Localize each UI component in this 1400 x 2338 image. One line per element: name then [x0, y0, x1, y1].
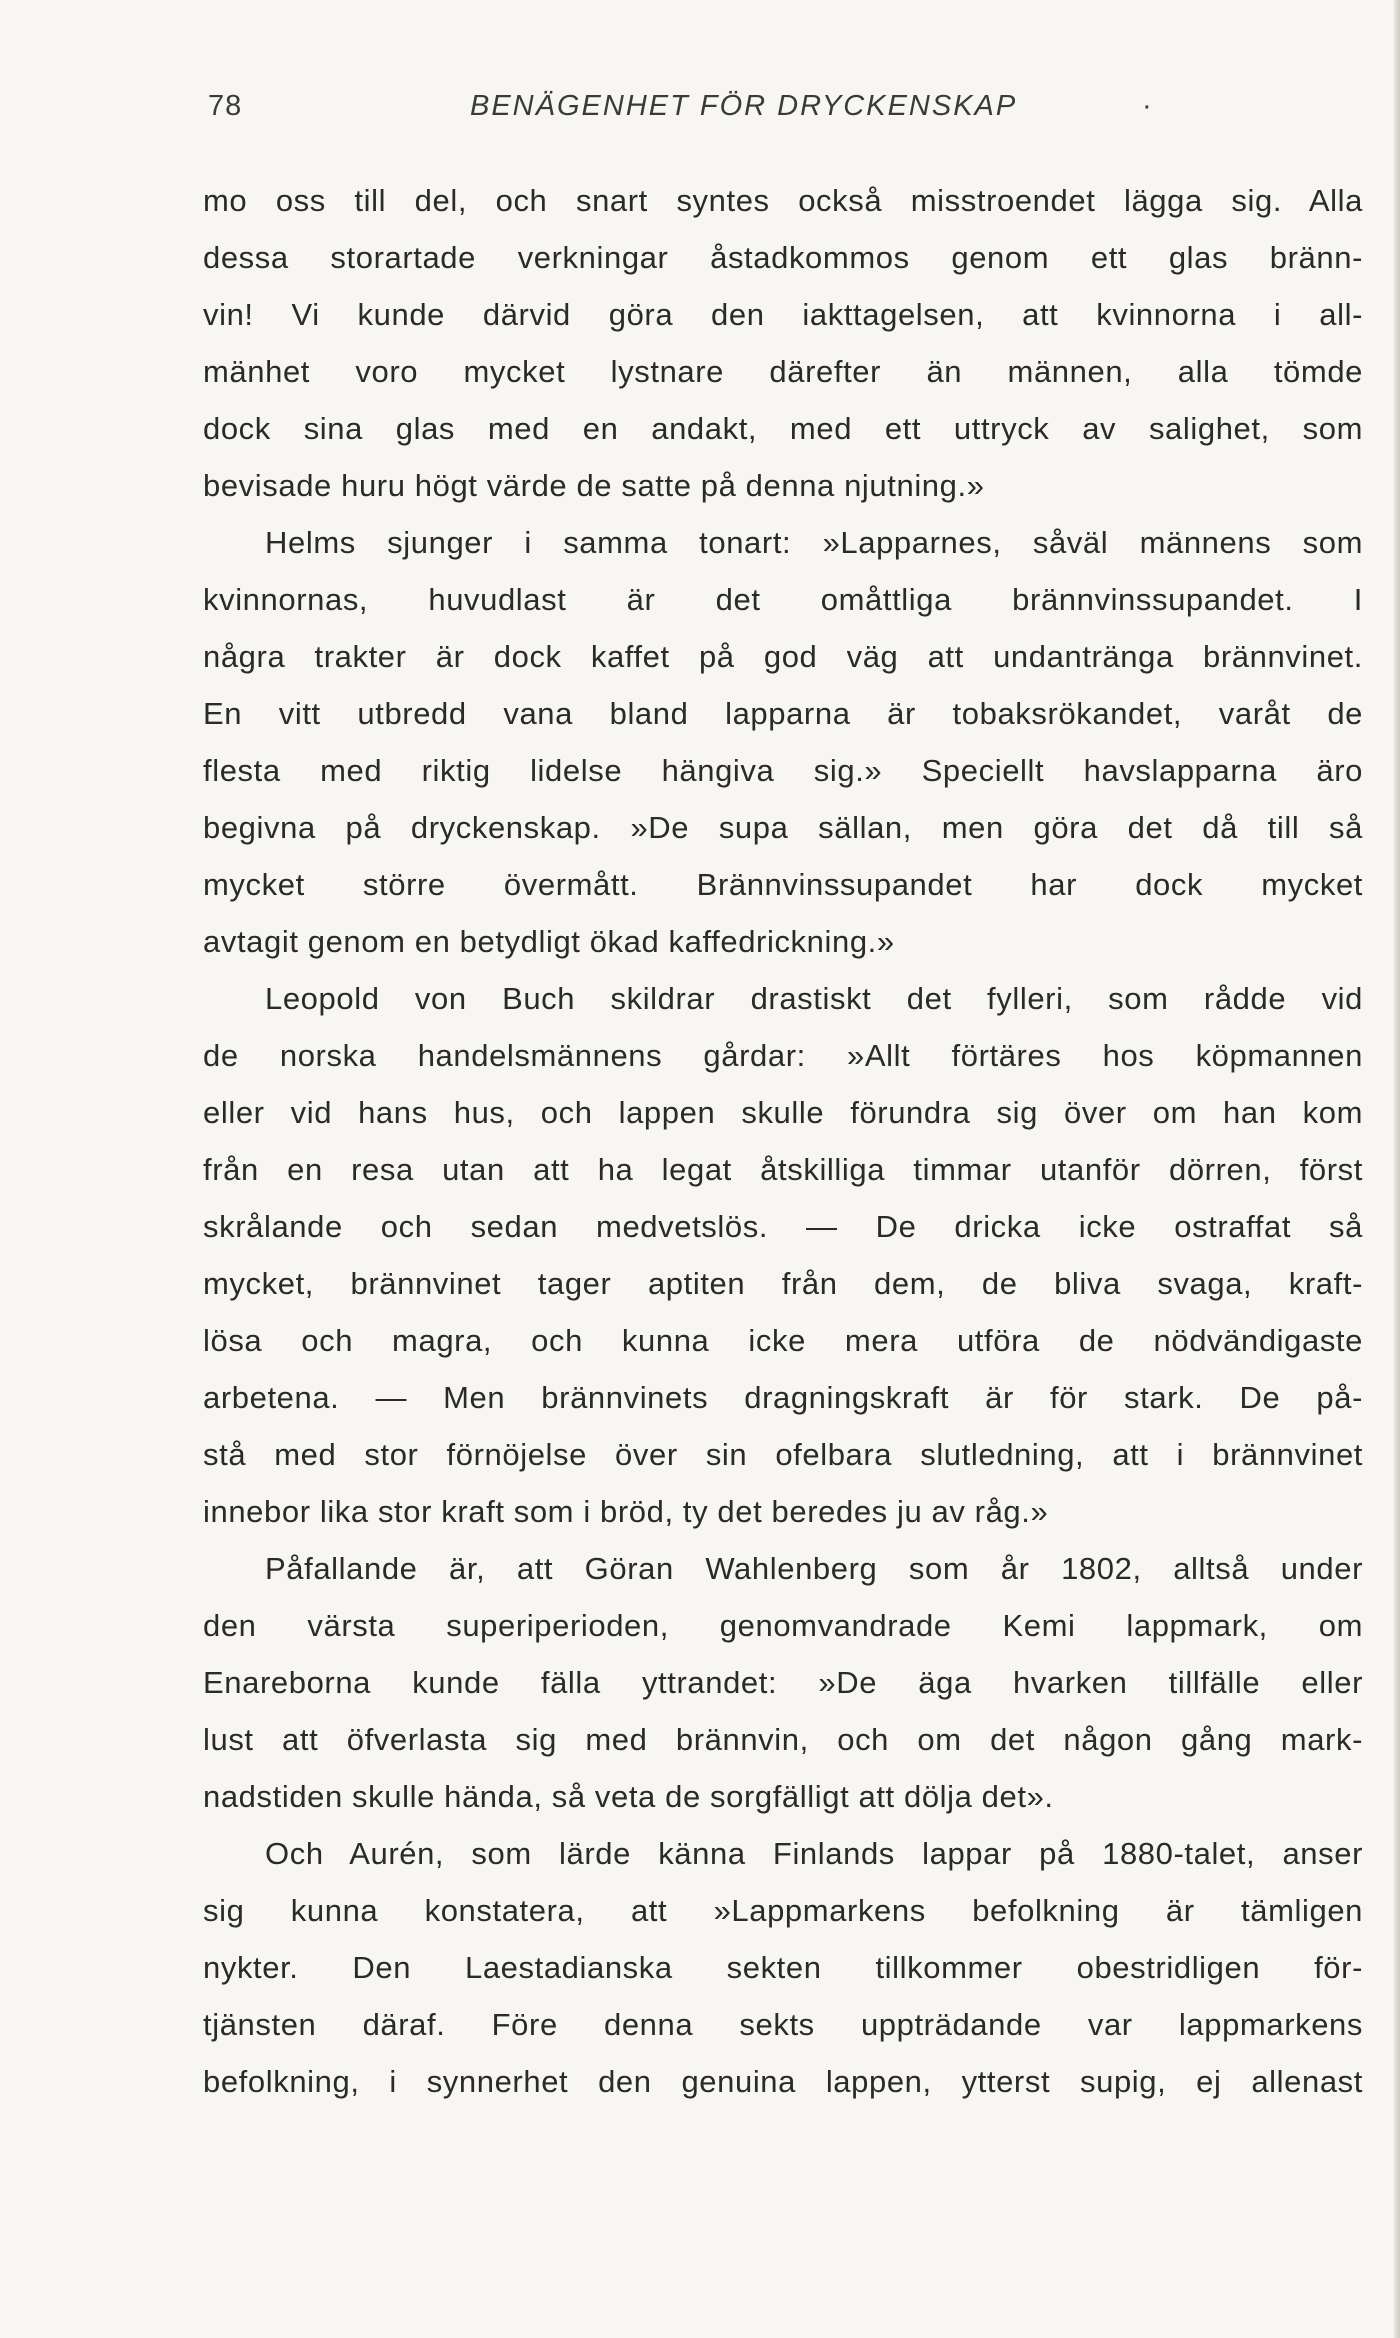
- text-line: mänhet voro mycket lystnare därefter än männen, alla tömde: [203, 354, 1363, 389]
- header-mark: ·: [1142, 90, 1153, 122]
- text-line: arbetena. — Men brännvinets dragningskraft är för stark. De på-: [203, 1380, 1363, 1415]
- text-line: lösa och magra, och kunna icke mera utföra de nödvändigaste: [203, 1323, 1363, 1358]
- text-line: flesta med riktig lidelse hängiva sig.» Speciellt havslapparna äro: [203, 753, 1363, 788]
- text-line: mycket, brännvinet tager aptiten från dem, de bliva svaga, kraft-: [203, 1266, 1363, 1301]
- text-line: Enareborna kunde fälla yttrandet: »De äga hvarken tillfälle eller: [203, 1665, 1363, 1700]
- page-number: 78: [208, 90, 243, 122]
- text-line: kvinnornas, huvudlast är det omåttliga brännvinssupandet. I: [203, 582, 1363, 617]
- text-line: innebor lika stor kraft som i bröd, ty det beredes ju av råg.»: [203, 1494, 1049, 1529]
- body-text: [203, 172, 1363, 2110]
- text-line: de norska handelsmännens gårdar: »Allt förtäres hos köpmannen: [203, 1038, 1363, 1073]
- text-line: dock sina glas med en andakt, med ett uttryck av salighet, som: [203, 411, 1363, 446]
- text-line: sig kunna konstatera, att »Lappmarkens befolkning är tämligen: [203, 1893, 1363, 1928]
- text-line: lust att öfverlasta sig med brännvin, och om det någon gång mark-: [203, 1722, 1363, 1757]
- running-title: BENÄGENHET FÖR DRYCKENSKAP: [470, 90, 1018, 122]
- text-line: mo oss till del, och snart syntes också misstroendet lägga sig. Alla: [203, 183, 1363, 218]
- text-line: Och Aurén, som lärde känna Finlands lappar på 1880-talet, anser: [265, 1836, 1363, 1871]
- text-line: dessa storartade verkningar åstadkommos genom ett glas bränn-: [203, 240, 1363, 275]
- text-line: stå med stor förnöjelse över sin ofelbara slutledning, att i brännvinet: [203, 1437, 1363, 1472]
- text-line: mycket större övermått. Brännvinssupandet har dock mycket: [203, 867, 1363, 902]
- text-line: skrålande och sedan medvetslös. — De dricka icke ostraffat så: [203, 1209, 1363, 1244]
- text-line: vin! Vi kunde därvid göra den iakttagelsen, att kvinnorna i all-: [203, 297, 1363, 332]
- text-line: En vitt utbredd vana bland lapparna är tobaksrökandet, varåt de: [203, 696, 1363, 731]
- text-line: den värsta superiperioden, genomvandrade Kemi lappmark, om: [203, 1608, 1363, 1643]
- page-header: [208, 90, 1368, 130]
- text-line: befolkning, i synnerhet den genuina lappen, ytterst supig, ej allenast: [203, 2064, 1363, 2099]
- page-edge: [1394, 0, 1400, 2338]
- text-line: Leopold von Buch skildrar drastiskt det fylleri, som rådde vid: [265, 981, 1363, 1016]
- text-line: några trakter är dock kaffet på god väg att undantränga brännvinet.: [203, 639, 1363, 674]
- text-line: bevisade huru högt värde de satte på denna njutning.»: [203, 468, 985, 503]
- text-line: nykter. Den Laestadianska sekten tillkommer obestridligen för-: [203, 1950, 1363, 1985]
- text-line: Helms sjunger i samma tonart: »Lapparnes, såväl männens som: [265, 525, 1363, 560]
- text-line: eller vid hans hus, och lappen skulle förundra sig över om han kom: [203, 1095, 1363, 1130]
- text-line: nadstiden skulle hända, så veta de sorgfälligt att dölja det».: [203, 1779, 1054, 1814]
- text-line: Påfallande är, att Göran Wahlenberg som år 1802, alltså under: [265, 1551, 1363, 1586]
- text-line: från en resa utan att ha legat åtskilliga timmar utanför dörren, först: [203, 1152, 1363, 1187]
- text-line: begivna på dryckenskap. »De supa sällan, men göra det då till så: [203, 810, 1363, 845]
- text-line: tjänsten däraf. Före denna sekts uppträdande var lappmarkens: [203, 2007, 1363, 2042]
- text-line: avtagit genom en betydligt ökad kaffedrickning.»: [203, 924, 895, 959]
